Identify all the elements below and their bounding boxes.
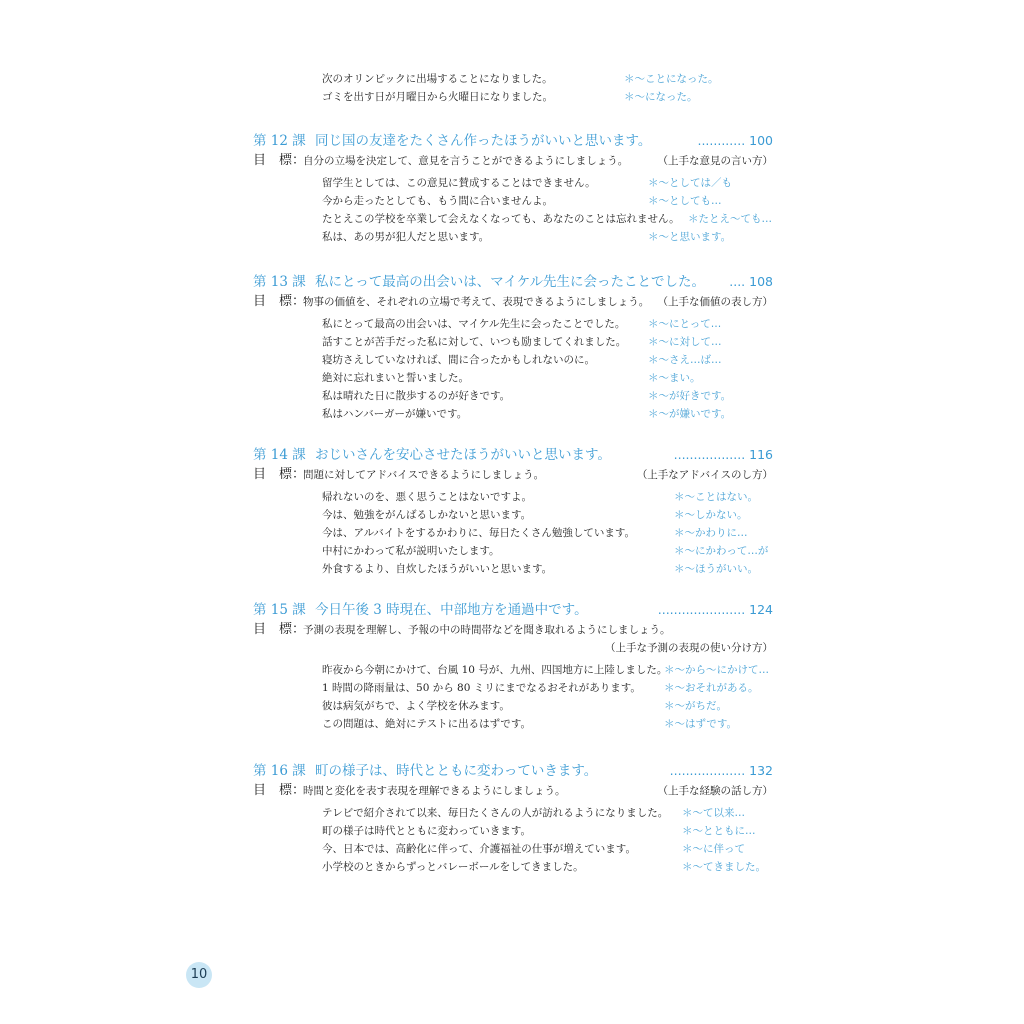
objective-text: 問題に対してアドバイスできるようにしましょう。 bbox=[303, 469, 545, 481]
sentence-row bbox=[322, 369, 773, 387]
example-sentence: 町の様子は時代とともに変わっていきます。 bbox=[322, 825, 532, 837]
lesson-15 bbox=[253, 597, 773, 733]
grammar-pattern: ＊〜にとって… bbox=[648, 318, 722, 330]
sentence-row bbox=[322, 210, 773, 228]
sentence-row bbox=[322, 387, 773, 405]
sentence-row bbox=[322, 228, 773, 246]
lesson-number: 第 15 課 bbox=[253, 602, 306, 618]
sentence-row bbox=[322, 524, 773, 542]
example-sentence: たとえこの学校を卒業して会えなくなっても、あなたのことは忘れません。 bbox=[322, 213, 680, 225]
grammar-pattern: ＊〜まい。 bbox=[648, 372, 701, 384]
example-list bbox=[322, 174, 773, 246]
lesson-heading bbox=[253, 271, 773, 293]
grammar-pattern: ＊〜にかわって…が bbox=[674, 545, 769, 557]
lesson-page: ...................... 124 bbox=[657, 602, 773, 617]
grammar-pattern: ＊〜てきました。 bbox=[682, 861, 766, 873]
example-sentence: テレビで紹介されて以来、毎日たくさんの人が訪れるようになりました。 bbox=[322, 807, 669, 819]
lesson-number: 第 12 課 bbox=[253, 133, 306, 149]
lesson-page: ................... 132 bbox=[669, 763, 773, 778]
sentence-row bbox=[322, 804, 773, 822]
lesson-page: .................. 116 bbox=[673, 447, 773, 462]
objective-label: 目 標： bbox=[253, 622, 306, 637]
example-sentence: 私にとって最高の出会いは、マイケル先生に会ったことでした。 bbox=[322, 318, 626, 330]
page-number-badge: 10 bbox=[186, 962, 212, 988]
example-sentence: 1 時間の降雨量は、50 から 80 ミリにまでなるおそれがあります。 bbox=[322, 682, 641, 694]
example-sentence: この問題は、絶対にテストに出るはずです。 bbox=[322, 718, 532, 730]
sentence-row bbox=[322, 822, 773, 840]
grammar-pattern: ＊〜はずです。 bbox=[664, 718, 737, 730]
lesson-heading bbox=[253, 130, 773, 152]
example-sentence: 外食するより、自炊したほうがいいと思います。 bbox=[322, 563, 553, 575]
grammar-pattern: ＊〜ことになった。 bbox=[624, 73, 719, 85]
objective-category: （上手なアドバイスのし方） bbox=[636, 469, 773, 481]
objective-row bbox=[253, 152, 773, 170]
lesson-14 bbox=[253, 442, 773, 578]
objective-category: （上手な経験の話し方） bbox=[657, 785, 773, 797]
grammar-pattern: ＊〜が嫌いです。 bbox=[648, 408, 732, 420]
example-sentence: 留学生としては、この意見に賛成することはできません。 bbox=[322, 177, 596, 189]
sentence-row bbox=[322, 174, 773, 192]
sentence-row bbox=[322, 192, 773, 210]
objective-category: （上手な価値の表し方） bbox=[657, 296, 773, 308]
lesson-title: 今日午後 3 時現在、中部地方を通過中です。 bbox=[315, 602, 588, 618]
objective-category: （上手な意見の言い方） bbox=[657, 155, 773, 167]
objective-text: 物事の価値を、それぞれの立場で考えて、表現できるようにしましょう。 bbox=[303, 296, 650, 308]
example-sentence: 絶対に忘れまいと誓いました。 bbox=[322, 372, 469, 384]
objective-text: 時間と変化を表す表現を理解できるようにしましょう。 bbox=[303, 785, 566, 797]
objective-row bbox=[253, 621, 773, 639]
grammar-pattern: ＊〜から〜にかけて… bbox=[664, 664, 769, 676]
example-sentence: 中村にかわって私が説明いたします。 bbox=[322, 545, 500, 557]
grammar-pattern: ＊〜としても… bbox=[648, 195, 722, 207]
grammar-pattern: ＊〜が好きです。 bbox=[648, 390, 732, 402]
lesson-13 bbox=[253, 269, 773, 423]
lesson-number: 第 13 課 bbox=[253, 274, 306, 290]
grammar-pattern: ＊〜ことはない。 bbox=[674, 491, 758, 503]
sentence-row bbox=[322, 70, 782, 88]
lesson-title: 同じ国の友達をたくさん作ったほうがいいと思います。 bbox=[315, 133, 652, 149]
example-sentence: 昨夜から今朝にかけて、台風 10 号が、九州、四国地方に上陸しました。 bbox=[322, 664, 668, 676]
grammar-pattern: ＊〜とともに… bbox=[682, 825, 756, 837]
grammar-pattern: ＊〜に伴って bbox=[682, 843, 745, 855]
grammar-pattern: ＊〜になった。 bbox=[624, 91, 698, 103]
lesson-number: 第 14 課 bbox=[253, 447, 306, 463]
objective-text: 自分の立場を決定して、意見を言うことができるようにしましょう。 bbox=[303, 155, 629, 167]
lesson-page: ............ 100 bbox=[697, 133, 773, 148]
example-sentence: ゴミを出す日が月曜日から火曜日になりました。 bbox=[322, 91, 553, 103]
example-list bbox=[322, 661, 773, 733]
lesson-title: おじいさんを安心させたほうがいいと思います。 bbox=[315, 447, 611, 463]
example-sentence: 私は、あの男が犯人だと思います。 bbox=[322, 231, 490, 243]
lesson-12 bbox=[253, 128, 773, 246]
example-sentence: 小学校のときからずっとバレーボールをしてきました。 bbox=[322, 861, 584, 873]
sentence-row bbox=[322, 542, 773, 560]
sentence-row bbox=[322, 679, 773, 697]
example-sentence: 私は晴れた日に散歩するのが好きです。 bbox=[322, 390, 511, 402]
example-sentence: 今、日本では、高齢化に伴って、介護福祉の仕事が増えています。 bbox=[322, 843, 636, 855]
sentence-row bbox=[322, 333, 773, 351]
example-sentence: 帰れないのを、悪く思うことはないですよ。 bbox=[322, 491, 532, 503]
sentence-row bbox=[322, 661, 773, 679]
sentence-row bbox=[322, 697, 773, 715]
grammar-pattern: ＊〜かわりに… bbox=[674, 527, 748, 539]
objective-label: 目 標： bbox=[253, 294, 306, 309]
objective-row bbox=[253, 782, 773, 800]
example-sentence: 寝坊さえしていなければ、間に合ったかもしれないのに。 bbox=[322, 354, 595, 366]
objective-text: 予測の表現を理解し、予報の中の時間帯などを聞き取れるようにしましょう。 bbox=[303, 624, 671, 636]
example-sentence: 話すことが苦手だった私に対して、いつも励ましてくれました。 bbox=[322, 336, 627, 348]
lesson-number: 第 16 課 bbox=[253, 763, 306, 779]
objective-label: 目 標： bbox=[253, 467, 306, 482]
example-sentence: 彼は病気がちで、よく学校を休みます。 bbox=[322, 700, 510, 712]
grammar-pattern: ＊〜としては／も bbox=[648, 177, 732, 189]
lesson-16 bbox=[253, 758, 773, 876]
grammar-pattern: ＊〜がちだ。 bbox=[664, 700, 727, 712]
lesson-title: 町の様子は、時代とともに変わっていきます。 bbox=[315, 763, 598, 779]
sentence-row bbox=[322, 405, 773, 423]
objective-label: 目 標： bbox=[253, 153, 306, 168]
grammar-pattern: ＊〜さえ…ば… bbox=[648, 354, 722, 366]
lesson-title: 私にとって最高の出会いは、マイケル先生に会ったことでした。 bbox=[315, 274, 706, 290]
sentence-row bbox=[322, 351, 773, 369]
objective-row bbox=[253, 466, 773, 484]
intro-sentences bbox=[322, 70, 782, 106]
example-list bbox=[322, 315, 773, 423]
example-sentence: 私はハンバーガーが嫌いです。 bbox=[322, 408, 468, 420]
lesson-heading bbox=[253, 599, 773, 621]
grammar-pattern: ＊〜しかない。 bbox=[674, 509, 748, 521]
grammar-pattern: ＊〜て以来… bbox=[682, 807, 745, 819]
example-sentence: 今は、アルバイトをするかわりに、毎日たくさん勉強しています。 bbox=[322, 527, 636, 539]
example-list bbox=[322, 804, 773, 876]
example-sentence: 次のオリンピックに出場することになりました。 bbox=[322, 73, 553, 85]
sentence-row bbox=[322, 506, 773, 524]
sentence-row bbox=[322, 840, 773, 858]
grammar-pattern: ＊〜ほうがいい。 bbox=[674, 563, 758, 575]
sentence-row bbox=[322, 315, 773, 333]
lesson-heading bbox=[253, 760, 773, 782]
grammar-pattern: ＊たとえ〜ても… bbox=[688, 213, 772, 225]
lesson-page: .... 108 bbox=[729, 274, 773, 289]
grammar-pattern: ＊〜おそれがある。 bbox=[664, 682, 759, 694]
example-sentence: 今は、勉強をがんばるしかないと思います。 bbox=[322, 509, 532, 521]
example-list bbox=[322, 488, 773, 578]
sentence-row bbox=[322, 488, 773, 506]
grammar-pattern: ＊〜に対して… bbox=[648, 336, 722, 348]
lesson-heading bbox=[253, 444, 773, 466]
grammar-pattern: ＊〜と思います。 bbox=[648, 231, 732, 243]
sentence-row bbox=[322, 560, 773, 578]
objective-row bbox=[253, 293, 773, 311]
sentence-row bbox=[322, 715, 773, 733]
example-sentence: 今から走ったとしても、もう間に合いませんよ。 bbox=[322, 195, 553, 207]
objective-label: 目 標： bbox=[253, 783, 306, 798]
objective-category: （上手な予測の表現の使い分け方） bbox=[605, 642, 773, 654]
sentence-row bbox=[322, 858, 773, 876]
sentence-row bbox=[322, 88, 782, 106]
